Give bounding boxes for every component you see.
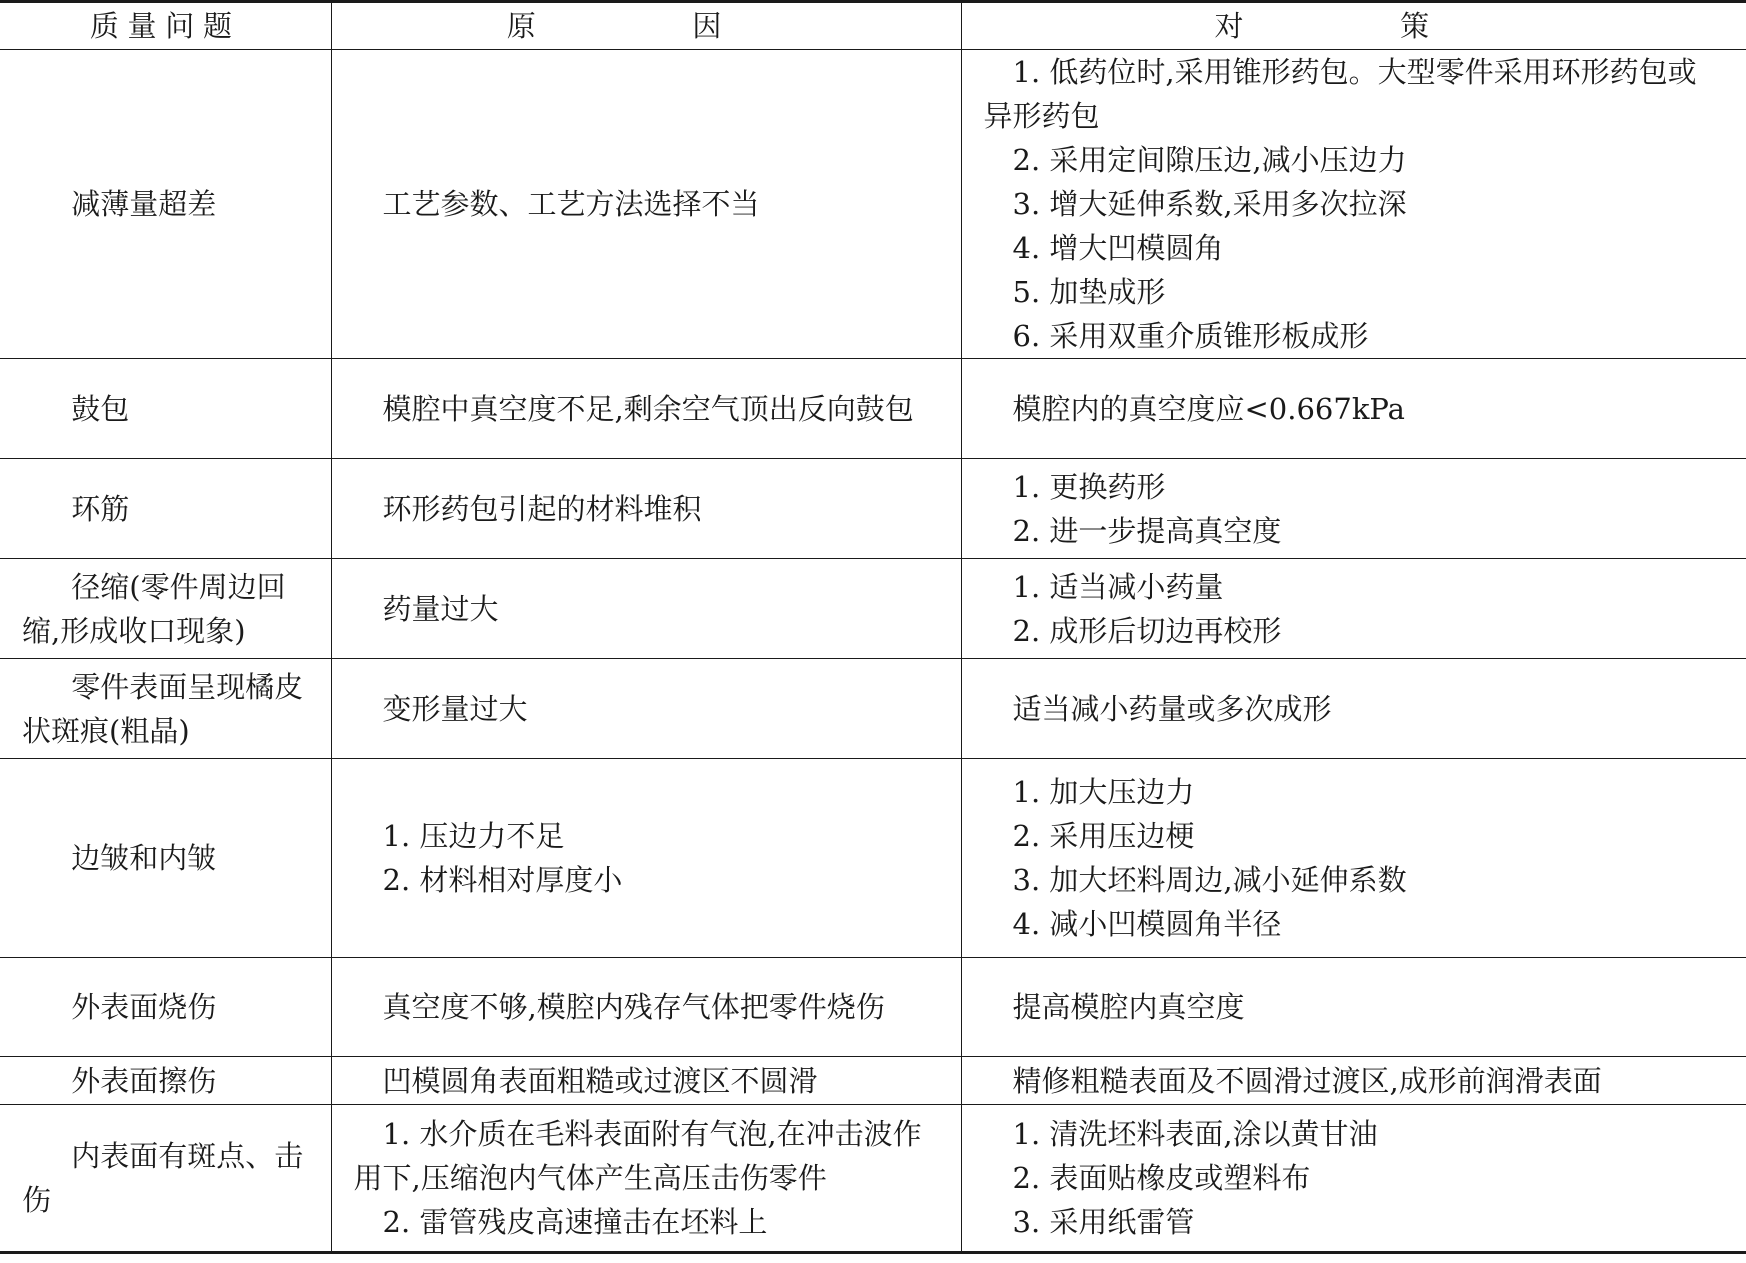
measure-cell (961, 759, 1746, 958)
measure-line: 3. 采用纸雷管 (1012, 1205, 1195, 1239)
measure-cell (961, 1105, 1746, 1253)
measure-cell (961, 958, 1746, 1057)
cause-cell (331, 1105, 961, 1253)
problem-cell: 环筋 (0, 459, 331, 559)
cause-line: 1. 水介质在毛料表面附有气泡,在冲击波作用下,压缩泡内气体产生高压击伤零件 (353, 1117, 922, 1195)
cause-line: 1. 压边力不足 (382, 819, 565, 853)
measure-line: 3. 增大延伸系数,采用多次拉深 (1012, 187, 1407, 221)
cause-line: 环形药包引起的材料堆积 (382, 491, 702, 526)
cause-line: 变形量过大 (382, 691, 528, 726)
header-row (0, 2, 1746, 50)
measure-line: 提高模腔内真空度 (1012, 990, 1245, 1024)
cause-cell (331, 659, 961, 759)
cause-line: 药量过大 (382, 591, 499, 626)
measure-cell (961, 659, 1746, 759)
cause-line: 凹模圆角表面粗糙或过渡区不圆滑 (382, 1063, 818, 1098)
measure-cell (961, 459, 1746, 559)
cause-cell (331, 359, 961, 459)
table-row (0, 559, 1746, 659)
measure-line: 2. 成形后切边再校形 (1012, 613, 1282, 648)
cause-line: 模腔中真空度不足,剩余空气顶出反向鼓包 (382, 391, 914, 426)
measure-line: 适当减小药量或多次成形 (1012, 691, 1332, 726)
cause-line: 真空度不够,模腔内残存气体把零件烧伤 (382, 990, 885, 1024)
header-cause: 原 因 (331, 2, 961, 50)
measure-line: 2. 表面贴橡皮或塑料布 (1012, 1161, 1311, 1195)
problem-cell: 鼓包 (0, 359, 331, 459)
header-measure: 对 策 (961, 2, 1746, 50)
problem-cell: 外表面擦伤 (0, 1057, 331, 1105)
measure-line: 5. 加垫成形 (1012, 275, 1166, 309)
measure-line: 2. 采用定间隙压边,减小压边力 (1012, 143, 1407, 177)
measure-line: 2. 采用压边梗 (1012, 819, 1195, 853)
table-row (0, 659, 1746, 759)
measure-cell (961, 559, 1746, 659)
table-row (0, 1057, 1746, 1105)
measure-line: 4. 增大凹模圆角 (1012, 231, 1224, 265)
measure-line: 1. 清洗坯料表面,涂以黄甘油 (1012, 1117, 1378, 1151)
measure-line: 6. 采用双重介质锥形板成形 (1012, 319, 1369, 353)
measure-line: 1. 适当减小药量 (1012, 569, 1224, 604)
measure-cell (961, 359, 1746, 459)
cause-cell (331, 958, 961, 1057)
measure-line: 1. 低药位时,采用锥形药包。大型零件采用环形药包或异形药包 (983, 55, 1697, 133)
measure-line: 1. 更换药形 (1012, 469, 1166, 504)
table-row (0, 958, 1746, 1057)
table-row (0, 50, 1746, 359)
cause-cell (331, 1057, 961, 1105)
table-body (0, 50, 1746, 1253)
cause-cell (331, 459, 961, 559)
cause-line: 2. 雷管残皮高速撞击在坯料上 (382, 1205, 768, 1239)
cause-line: 2. 材料相对厚度小 (382, 863, 623, 897)
table-row (0, 459, 1746, 559)
table-row (0, 1105, 1746, 1253)
cause-line: 工艺参数、工艺方法选择不当 (382, 187, 760, 221)
problem-cell: 减薄量超差 (0, 50, 331, 359)
problem-cell: 零件表面呈现橘皮状斑痕(粗晶) (0, 659, 331, 759)
measure-line: 2. 进一步提高真空度 (1012, 513, 1282, 548)
cause-cell (331, 50, 961, 359)
table-header (0, 2, 1746, 50)
measure-line: 精修粗糙表面及不圆滑过渡区,成形前润滑表面 (1012, 1063, 1602, 1098)
table-row (0, 759, 1746, 958)
problem-cell: 径缩(零件周边回缩,形成收口现象) (0, 559, 331, 659)
measure-line: 1. 加大压边力 (1012, 775, 1195, 809)
problem-cell: 边皱和内皱 (0, 759, 331, 958)
measure-cell (961, 1057, 1746, 1105)
problem-cell: 内表面有斑点、击伤 (0, 1105, 331, 1253)
header-quality-problem: 质量问题 (0, 2, 331, 50)
problem-cell: 外表面烧伤 (0, 958, 331, 1057)
measure-line: 3. 加大坯料周边,减小延伸系数 (1012, 863, 1407, 897)
measure-cell (961, 50, 1746, 359)
table-row (0, 359, 1746, 459)
measure-line: 4. 减小凹模圆角半径 (1012, 907, 1282, 941)
measure-line: 模腔内的真空度应<0.667kPa (1012, 391, 1405, 426)
cause-cell (331, 759, 961, 958)
cause-cell (331, 559, 961, 659)
